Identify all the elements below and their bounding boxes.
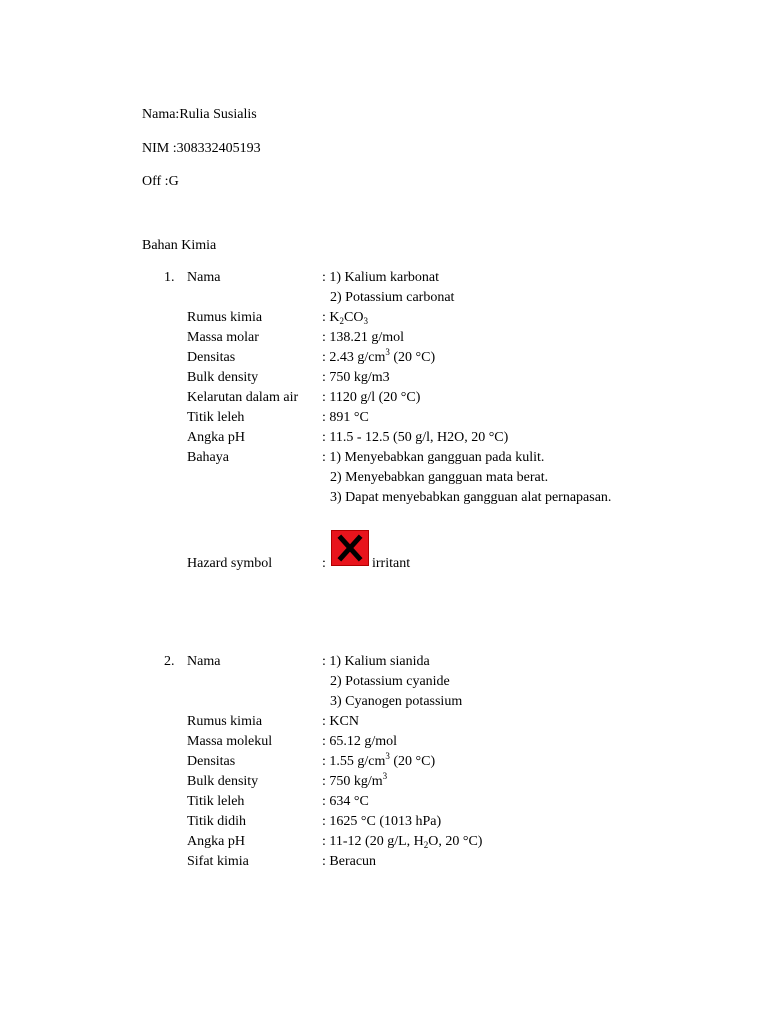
item2-titik-leleh-label: Titik leleh <box>187 794 245 809</box>
item2-titik-didih-label: Titik didih <box>187 814 247 829</box>
item2-nama-value3: 3) Cyanogen potassium <box>330 694 463 709</box>
item2-bulk-value: : 750 $kg/m^3$ <box>322 771 388 789</box>
item2-titik-didih-value: : 1625 °C (1013 hPa) <box>322 814 442 829</box>
student-off: Off :G <box>142 174 179 189</box>
item2-densitas-value: : 1.55 $g/cm^3$ (20 °C) <box>322 751 436 769</box>
item2-ph-label: Angka pH <box>187 834 245 849</box>
item2-sifat-label: Sifat kimia <box>187 854 249 869</box>
item1-nama-label: Nama <box>187 270 221 285</box>
item1-nama-value2: 2) Potassium carbonat <box>330 290 455 305</box>
item1-ph-label: Angka pH <box>187 430 245 445</box>
item1-kelarutan-label: Kelarutan dalam air <box>187 390 299 405</box>
item1-bahaya-value2: 2) Menyebabkan gangguan mata berat. <box>330 470 549 485</box>
item1-nama-value1: : 1) Kalium karbonat <box>322 270 440 285</box>
item1-titik-value: : 891 °C <box>322 410 369 425</box>
item1-number: 1. <box>164 270 175 285</box>
item2-nama-label: Nama <box>187 654 221 669</box>
item1-bulk-value: : 750 kg/m3 <box>322 370 390 385</box>
item1-bahaya-value1: : 1) Menyebabkan gangguan pada kulit. <box>322 450 545 465</box>
item1-bulk-label: Bulk density <box>187 370 259 385</box>
item1-hazard-label: Hazard symbol <box>187 556 273 571</box>
item1-bahaya-label: Bahaya <box>187 450 229 465</box>
item1-massa-value: : 138.21 g/mol <box>322 330 405 345</box>
item1-hazard-colon: : <box>322 556 326 571</box>
item1-rumus-value: : $K_2CO_3$ <box>322 310 368 326</box>
item2-nama-value2: 2) Potassium cyanide <box>330 674 450 689</box>
item2-bulk-label: Bulk density <box>187 774 259 789</box>
item2-massa-value: : 65.12 g/mol <box>322 734 398 749</box>
item1-kelarutan-value: : 1120 g/l (20 °C) <box>322 390 421 405</box>
item2-nama-value1: : 1) Kalium sianida <box>322 654 430 669</box>
item2-number: 2. <box>164 654 175 669</box>
student-name: Nama:Rulia Susialis <box>142 107 257 122</box>
item2-rumus-value: : KCN <box>322 714 359 729</box>
item2-densitas-label: Densitas <box>187 754 236 769</box>
item1-densitas-value: : 2.43 $g/cm^3$ (20 °C) <box>322 347 436 365</box>
section-title: Bahan Kimia <box>142 238 217 253</box>
item1-massa-label: Massa molar <box>187 330 259 345</box>
student-nim: NIM :308332405193 <box>142 141 261 156</box>
item1-densitas-label: Densitas <box>187 350 236 365</box>
item2-titik-leleh-value: : 634 °C <box>322 794 369 809</box>
item2-rumus-label: Rumus kimia <box>187 714 263 729</box>
item1-rumus-label: Rumus kimia <box>187 310 263 325</box>
item2-sifat-value: : Beracun <box>322 854 377 869</box>
item1-titik-label: Titik leleh <box>187 410 245 425</box>
item2-massa-label: Massa molekul <box>187 734 273 749</box>
item1-ph-value: : 11.5 - 12.5 (50 g/l, H2O, 20 °C) <box>322 430 509 445</box>
irritant-x-icon <box>331 530 369 566</box>
item1-bahaya-value3: 3) Dapat menyebabkan gangguan alat pernapasan. <box>330 490 612 505</box>
item1-hazard-text: irritant <box>372 556 411 571</box>
item2-ph-value: : 11-12 (20 g/L, $H_2O$, 20 °C) <box>322 834 483 850</box>
